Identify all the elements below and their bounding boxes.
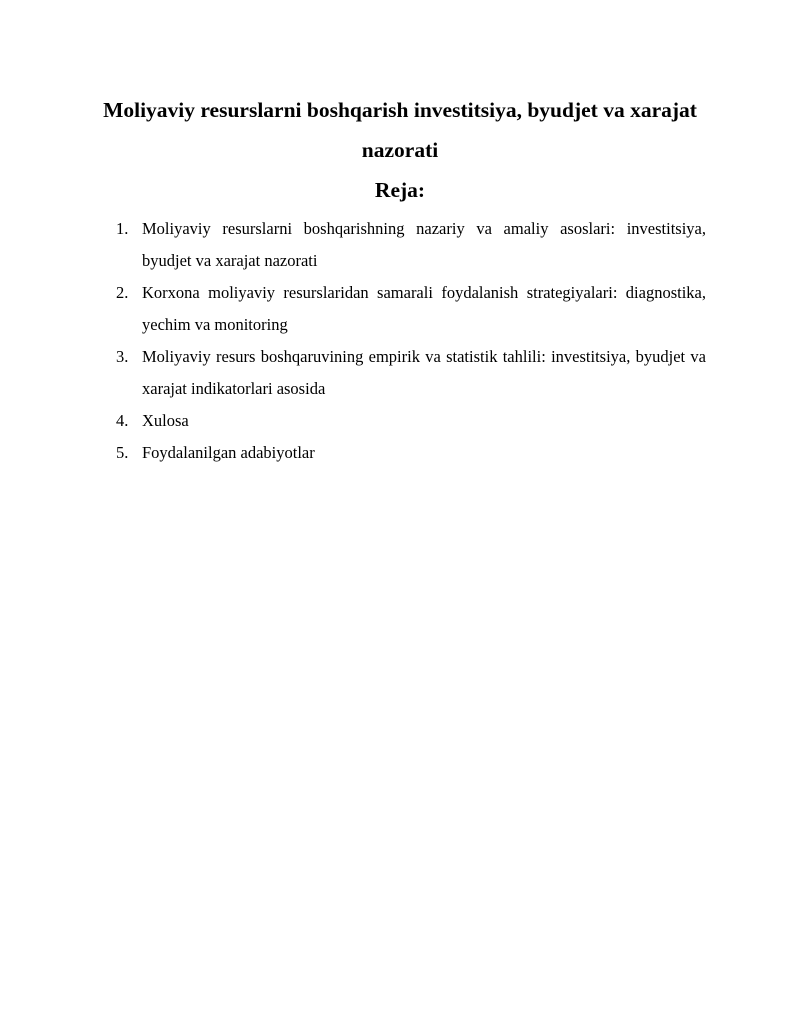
plan-item-number: 1.	[116, 219, 129, 238]
plan-item-number: 3.	[116, 347, 129, 366]
plan-item-text: Korxona moliyaviy resurslaridan samarali foydalanish strategiyalari: diagnostika, yechim va monitoring	[142, 283, 706, 334]
plan-item-5	[116, 437, 706, 469]
plan-item-4	[116, 405, 706, 437]
plan-item-2	[116, 277, 706, 341]
plan-item-text: Moliyaviy resurslarni boshqarishning nazariy va amaliy asoslari: investitsiya, byudjet va xarajat nazorati	[142, 219, 706, 270]
plan-item-text: Moliyaviy resurs boshqaruvining empirik va statistik tahlili: investitsiya, byudjet va xarajat indikatorlari asosida	[142, 347, 706, 398]
plan-item-1	[116, 213, 706, 277]
plan-item-number: 4.	[116, 411, 129, 430]
plan-heading: Reja:	[374, 178, 426, 202]
document-title: Moliyaviy resurslarni boshqarish investitsiya, byudjet va xarajat nazorati	[103, 98, 697, 162]
plan-item-3	[116, 341, 706, 405]
plan-item-number: 5.	[116, 443, 129, 462]
plan-item-number: 2.	[116, 283, 129, 302]
plan-item-text: Xulosa	[142, 411, 189, 430]
plan-list	[116, 213, 706, 469]
plan-item-text: Foydalanilgan adabiyotlar	[142, 443, 315, 462]
